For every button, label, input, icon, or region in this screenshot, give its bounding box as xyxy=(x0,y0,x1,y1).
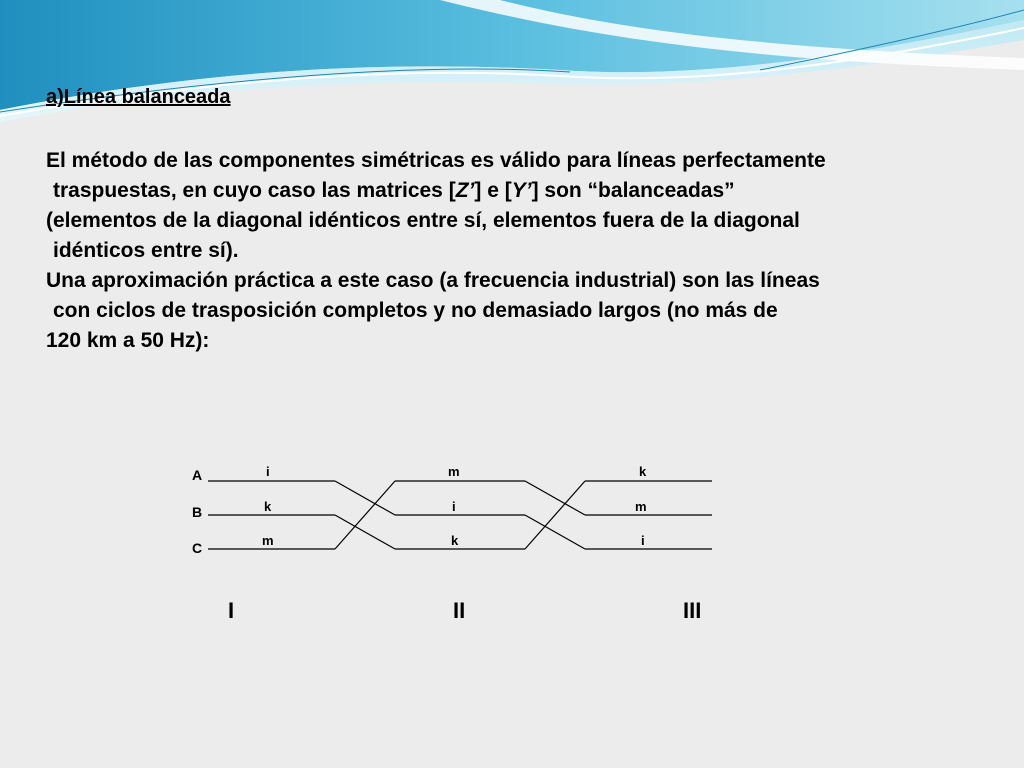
text-fragment: ] son “balanceadas” xyxy=(531,179,735,202)
paragraph-symmetric-components xyxy=(46,146,826,266)
paragraph-line: con ciclos de trasposición completos y no demasiado largos (no más de xyxy=(53,299,778,322)
conductor-label: i xyxy=(641,533,645,548)
conductor-label: k xyxy=(451,533,459,548)
section-heading: a)Línea balanceada xyxy=(46,86,231,108)
phase-label-b: B xyxy=(192,504,203,520)
section-numeral-i: I xyxy=(228,598,235,623)
matrix-z-symbol: Z’ xyxy=(455,179,475,202)
transposition-line xyxy=(525,481,585,549)
transposition-diagram xyxy=(180,455,740,635)
section-numeral-ii: II xyxy=(453,598,466,623)
matrix-y-symbol: Y’ xyxy=(511,179,532,202)
paragraph-line: El método de las componentes simétricas es válido para líneas perfectamente xyxy=(46,149,826,172)
conductor-label: m xyxy=(448,464,460,479)
text-fragment: ] e [ xyxy=(474,179,512,202)
paragraph-line: Una aproximación práctica a este caso (a frecuencia industrial) son las líneas xyxy=(46,269,820,292)
transposition-line xyxy=(335,515,395,549)
paragraph-line: (elementos de la diagonal idénticos entre sí, elementos fuera de la diagonal xyxy=(46,209,800,232)
section-numeral-iii: III xyxy=(683,598,702,623)
paragraph-line xyxy=(46,176,826,206)
conductor-label: i xyxy=(266,464,270,479)
conductor-label: i xyxy=(452,499,456,514)
paragraph-practical-approximation xyxy=(46,266,820,356)
conductor-label: m xyxy=(635,499,647,514)
phase-label-a: A xyxy=(192,467,203,483)
conductor-label: k xyxy=(639,464,647,479)
text-fragment: traspuestas, en cuyo caso las matrices [ xyxy=(53,179,456,202)
phase-label-c: C xyxy=(192,540,203,556)
transposition-line xyxy=(525,481,585,515)
transposition-line xyxy=(525,515,585,549)
paragraph-line: idénticos entre sí). xyxy=(53,239,239,262)
transposition-line xyxy=(335,481,395,515)
conductor-label: k xyxy=(264,499,272,514)
conductor-label: m xyxy=(262,533,274,548)
header-wave-decoration xyxy=(0,0,1024,130)
transposition-line xyxy=(335,481,395,549)
paragraph-line: 120 km a 50 Hz): xyxy=(46,329,210,352)
